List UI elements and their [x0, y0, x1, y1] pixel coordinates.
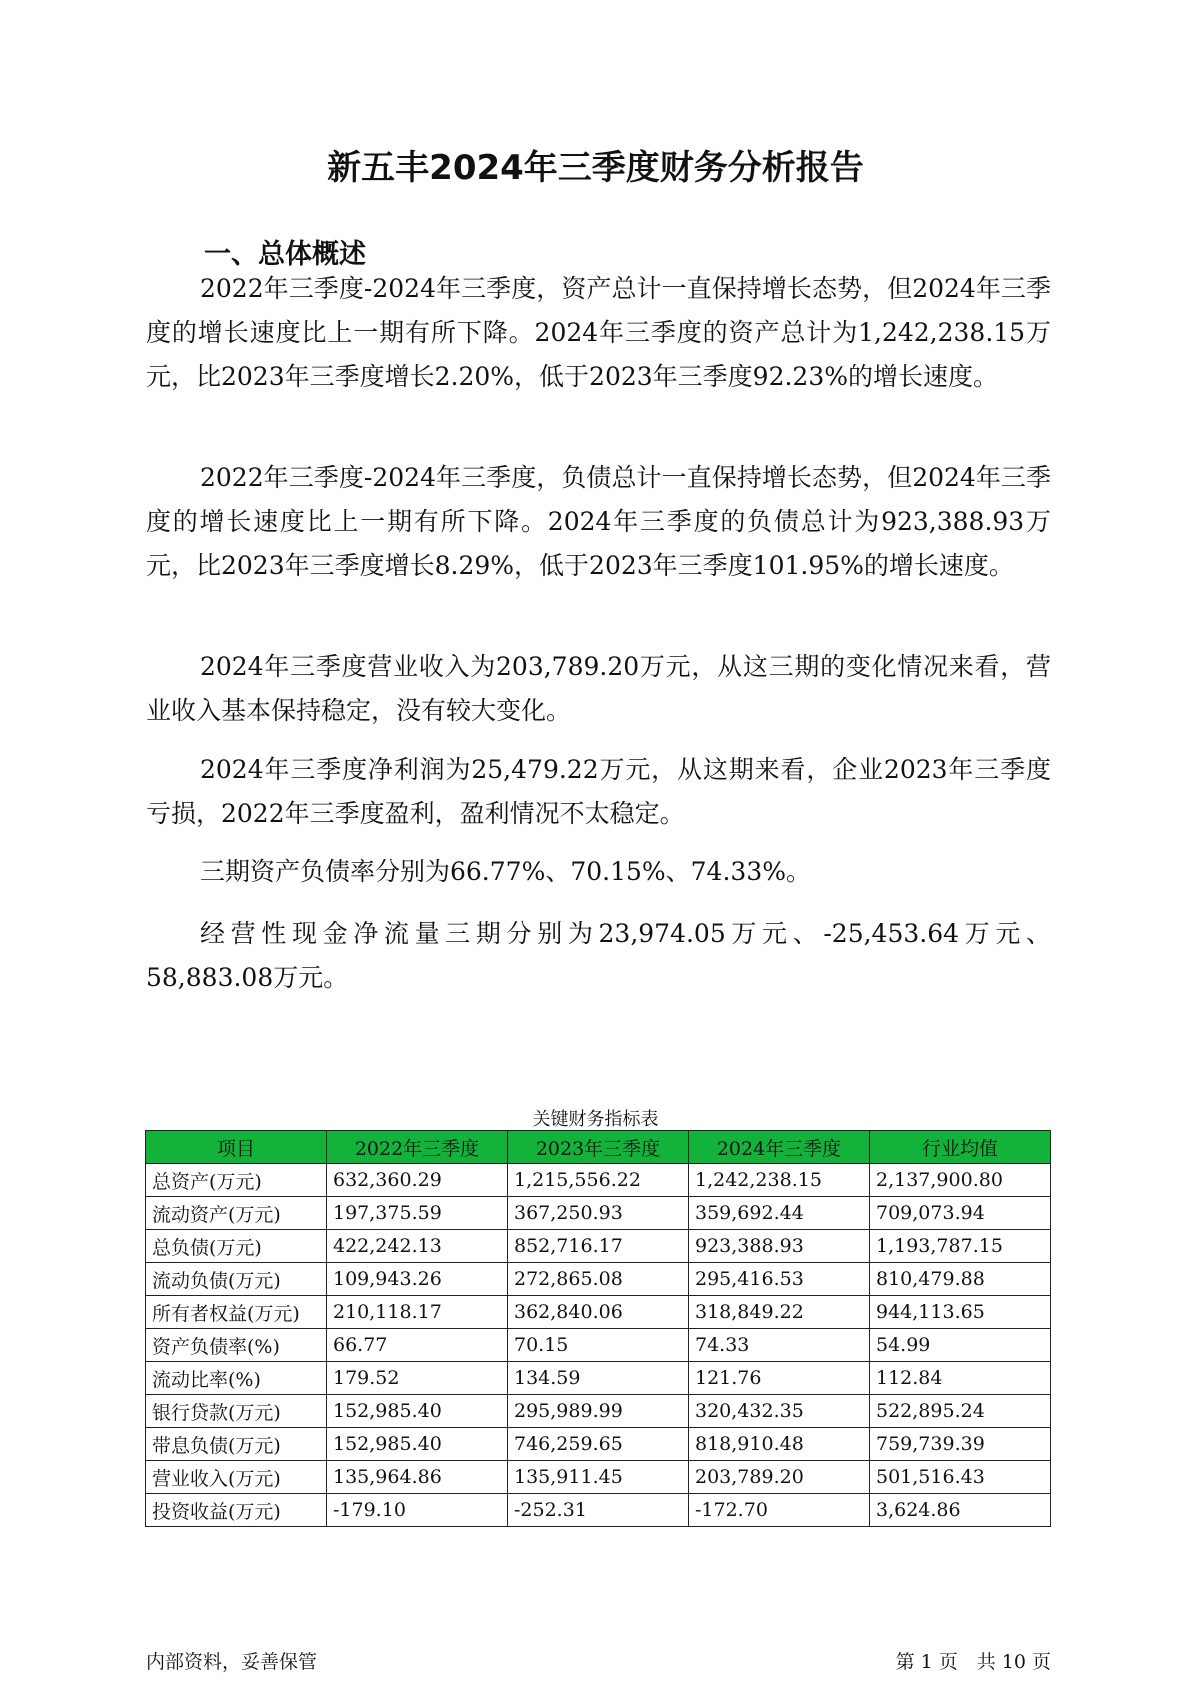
- table-row: [146, 1230, 1051, 1263]
- table-cell: 流动比率(%): [146, 1362, 327, 1395]
- table-cell: 810,479.88: [870, 1263, 1051, 1296]
- table-cell: 总资产(万元): [146, 1164, 327, 1197]
- paragraph-debt-ratio: 三期资产负债率分别为66.77%、70.15%、74.33%。: [200, 857, 811, 886]
- table-cell: 632,360.29: [327, 1164, 508, 1197]
- key-financial-table: [145, 1130, 1051, 1527]
- table-cell: 1,193,787.15: [870, 1230, 1051, 1263]
- table-cell: -172.70: [689, 1494, 870, 1527]
- table-cell: 70.15: [508, 1329, 689, 1362]
- table-row: [146, 1395, 1051, 1428]
- table-cell: 54.99: [870, 1329, 1051, 1362]
- header-industry-avg: 行业均值: [870, 1131, 1051, 1164]
- table-cell: 134.59: [508, 1362, 689, 1395]
- table-cell: 210,118.17: [327, 1296, 508, 1329]
- table-row: [146, 1362, 1051, 1395]
- table-cell: 投资收益(万元): [146, 1494, 327, 1527]
- table-cell: 152,985.40: [327, 1395, 508, 1428]
- table-cell: 74.33: [689, 1329, 870, 1362]
- table-cell: 112.84: [870, 1362, 1051, 1395]
- table-cell: 522,895.24: [870, 1395, 1051, 1428]
- table-cell: 318,849.22: [689, 1296, 870, 1329]
- table-row: [146, 1461, 1051, 1494]
- table-row: [146, 1428, 1051, 1461]
- table-cell: 501,516.43: [870, 1461, 1051, 1494]
- table-cell: 流动资产(万元): [146, 1197, 327, 1230]
- paragraph-revenue: 2024年三季度营业收入为203,789.20万元，从这三期的变化情况来看，营业收入基本保持稳定，没有较大变化。: [146, 652, 1051, 725]
- table-cell: 818,910.48: [689, 1428, 870, 1461]
- table-cell: 152,985.40: [327, 1428, 508, 1461]
- page-number: 第 1 页 共 10 页: [895, 1651, 1051, 1673]
- table-cell: 营业收入(万元): [146, 1461, 327, 1494]
- table-row: [146, 1329, 1051, 1362]
- paragraph-assets: 2022年三季度-2024年三季度，资产总计一直保持增长态势，但2024年三季度的增长速度比上一期有所下降。2024年三季度的资产总计为1,242,238.15万元，比2023年三季度增长2.20%，低于2023年三季度92.23%的增长速度。: [146, 274, 1051, 391]
- table-cell: 295,416.53: [689, 1263, 870, 1296]
- table-cell: 197,375.59: [327, 1197, 508, 1230]
- table-cell: 359,692.44: [689, 1197, 870, 1230]
- table-cell: 109,943.26: [327, 1263, 508, 1296]
- table-cell: 362,840.06: [508, 1296, 689, 1329]
- table-cell: 1,242,238.15: [689, 1164, 870, 1197]
- table-cell: 272,865.08: [508, 1263, 689, 1296]
- page-title: 新五丰2024年三季度财务分析报告: [327, 148, 864, 188]
- table-cell: 759,739.39: [870, 1428, 1051, 1461]
- paragraph-liabilities: 2022年三季度-2024年三季度，负债总计一直保持增长态势，但2024年三季度的增长速度比上一期有所下降。2024年三季度的负债总计为923,388.93万元，比2023年三季度增长8.29%，低于2023年三季度101.95%的增长速度。: [146, 463, 1051, 580]
- table-cell: 3,624.86: [870, 1494, 1051, 1527]
- header-2024q3: 2024年三季度: [689, 1131, 870, 1164]
- header-2023q3: 2023年三季度: [508, 1131, 689, 1164]
- table-cell: -252.31: [508, 1494, 689, 1527]
- table-cell: 121.76: [689, 1362, 870, 1395]
- table-cell: 746,259.65: [508, 1428, 689, 1461]
- table-header-row: [146, 1131, 1051, 1164]
- table-cell: 944,113.65: [870, 1296, 1051, 1329]
- table-cell: 所有者权益(万元): [146, 1296, 327, 1329]
- table-cell: 709,073.94: [870, 1197, 1051, 1230]
- table-cell: 923,388.93: [689, 1230, 870, 1263]
- paragraph-cash-flow: 经营性现金净流量三期分别为23,974.05万元、-25,453.64万元、58,883.08万元。: [146, 919, 1051, 992]
- table-cell: 295,989.99: [508, 1395, 689, 1428]
- table-cell: 带息负债(万元): [146, 1428, 327, 1461]
- table-cell: 852,716.17: [508, 1230, 689, 1263]
- header-2022q3: 2022年三季度: [327, 1131, 508, 1164]
- table-cell: 总负债(万元): [146, 1230, 327, 1263]
- table-cell: 1,215,556.22: [508, 1164, 689, 1197]
- table-cell: 银行贷款(万元): [146, 1395, 327, 1428]
- table-cell: 66.77: [327, 1329, 508, 1362]
- table-cell: 179.52: [327, 1362, 508, 1395]
- table-row: [146, 1164, 1051, 1197]
- footer-note: 内部资料，妥善保管: [146, 1651, 318, 1673]
- table-caption: 关键财务指标表: [532, 1109, 659, 1130]
- table-cell: -179.10: [327, 1494, 508, 1527]
- table-cell: 135,964.86: [327, 1461, 508, 1494]
- header-item: 项目: [146, 1131, 327, 1164]
- table-cell: 203,789.20: [689, 1461, 870, 1494]
- paragraph-net-profit: 2024年三季度净利润为25,479.22万元，从这期来看，企业2023年三季度亏损，2022年三季度盈利，盈利情况不太稳定。: [146, 755, 1051, 828]
- table-cell: 资产负债率(%): [146, 1329, 327, 1362]
- table-cell: 135,911.45: [508, 1461, 689, 1494]
- table-cell: 422,242.13: [327, 1230, 508, 1263]
- table-cell: 2,137,900.80: [870, 1164, 1051, 1197]
- section-heading: 一、总体概述: [204, 239, 366, 270]
- table-cell: 320,432.35: [689, 1395, 870, 1428]
- table-cell: 367,250.93: [508, 1197, 689, 1230]
- table-row: [146, 1494, 1051, 1527]
- table-row: [146, 1296, 1051, 1329]
- table-row: [146, 1197, 1051, 1230]
- table-cell: 流动负债(万元): [146, 1263, 327, 1296]
- table-row: [146, 1263, 1051, 1296]
